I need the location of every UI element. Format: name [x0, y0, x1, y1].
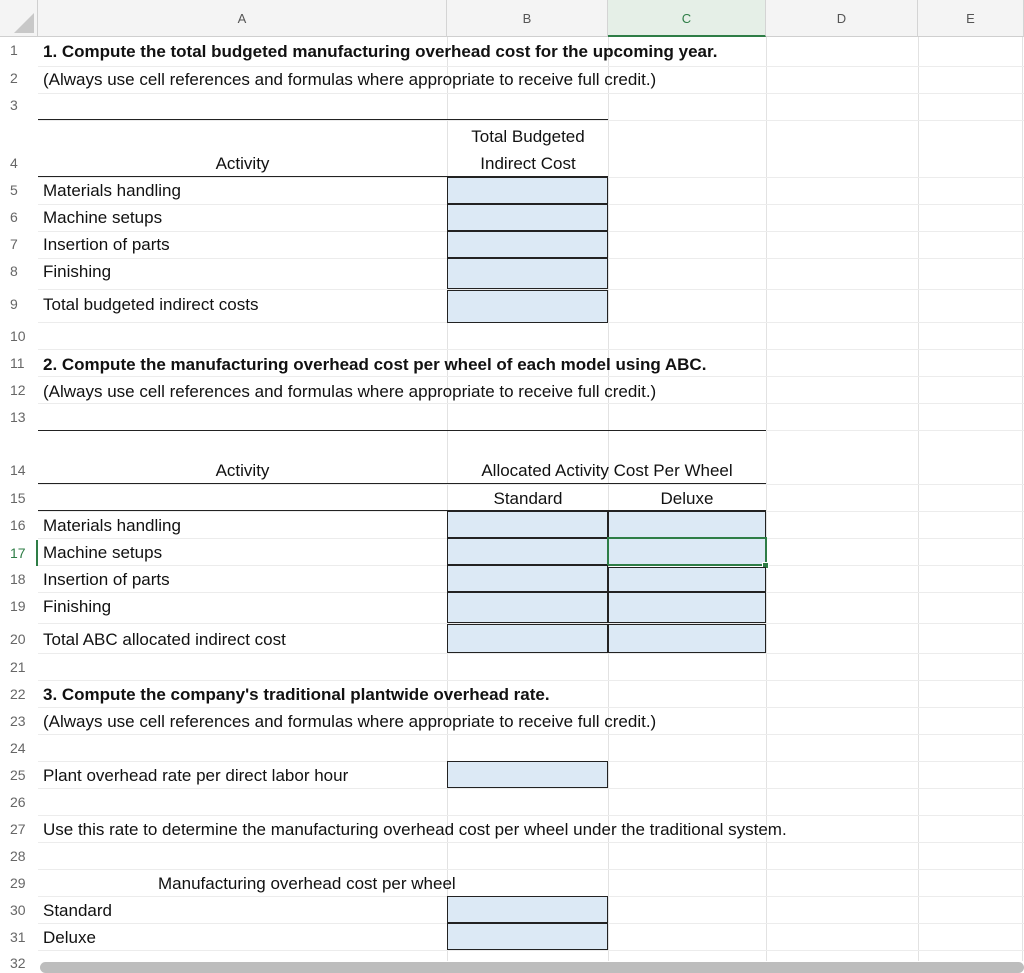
row-header-20[interactable]: 20 — [0, 631, 38, 647]
section1-note: (Always use cell references and formulas where appropriate to receive full credit.) — [43, 70, 657, 89]
row-header-26[interactable]: 26 — [0, 794, 38, 810]
section2-note: (Always use cell references and formulas where appropriate to receive full credit.) — [43, 382, 657, 401]
section2-item-insertion-of-parts: Insertion of parts — [43, 570, 170, 589]
input-cell-b5[interactable] — [447, 177, 608, 204]
input-cell-b9[interactable] — [447, 290, 608, 323]
section2-title: 2. Compute the manufacturing overhead cost per wheel of each model using ABC. — [43, 355, 707, 374]
row-header-11[interactable]: 11 — [0, 355, 38, 371]
section3-mfg-header: Manufacturing overhead cost per wheel — [158, 874, 456, 893]
row-header-6[interactable]: 6 — [0, 209, 38, 225]
section1-col-header-line2: Indirect Cost — [480, 154, 576, 173]
section1-activity-header: Activity — [215, 154, 270, 173]
input-cell-b19[interactable] — [447, 592, 608, 623]
row-header-12[interactable]: 12 — [0, 382, 38, 398]
section2-col-standard: Standard — [493, 489, 563, 508]
row-header-25[interactable]: 25 — [0, 767, 38, 783]
section1-title: 1. Compute the total budgeted manufacturing overhead cost for the upcoming year. — [43, 42, 718, 61]
section1-total-label: Total budgeted indirect costs — [43, 295, 259, 314]
input-cell-b31[interactable] — [447, 923, 608, 950]
input-cell-c20[interactable] — [608, 624, 766, 653]
section2-item-finishing: Finishing — [43, 597, 112, 616]
section3-deluxe-label: Deluxe — [43, 928, 96, 947]
input-cell-b30[interactable] — [447, 896, 608, 923]
row-header-14[interactable]: 14 — [0, 462, 38, 478]
input-cell-b8[interactable] — [447, 258, 608, 289]
row-header-7[interactable]: 7 — [0, 236, 38, 252]
section2-item-materials-handling: Materials handling — [43, 516, 181, 535]
input-cell-b18[interactable] — [447, 565, 608, 592]
row-header-27[interactable]: 27 — [0, 821, 38, 837]
section1-col-header-line1: Total Budgeted — [471, 127, 585, 146]
section1-item-materials-handling: Materials handling — [43, 181, 181, 200]
section2-top-rule — [38, 430, 766, 431]
section2-header-rule — [38, 483, 766, 484]
row-header-29[interactable]: 29 — [0, 875, 38, 891]
row-header-19[interactable]: 19 — [0, 598, 38, 614]
row-header-3[interactable]: 3 — [0, 97, 38, 113]
section2-col-deluxe: Deluxe — [660, 489, 714, 508]
input-cell-b17[interactable] — [447, 538, 608, 565]
section1-item-machine-setups: Machine setups — [43, 208, 163, 227]
row-header-28[interactable]: 28 — [0, 848, 38, 864]
row-header-32[interactable]: 32 — [0, 955, 38, 971]
section3-rate-label: Plant overhead rate per direct labor hour — [43, 766, 349, 785]
row-header-18[interactable]: 18 — [0, 571, 38, 587]
row-header-24[interactable]: 24 — [0, 740, 38, 756]
row-header-1[interactable]: 1 — [0, 42, 38, 58]
row-header-30[interactable]: 30 — [0, 902, 38, 918]
column-header-a[interactable]: A — [38, 0, 447, 37]
horizontal-scrollbar[interactable] — [40, 962, 1024, 973]
row-header-4[interactable]: 4 — [0, 155, 38, 171]
input-cell-b7[interactable] — [447, 231, 608, 258]
row-header-17[interactable]: 17 — [0, 540, 38, 566]
input-cell-b16[interactable] — [447, 511, 608, 538]
section2-group-header: Allocated Activity Cost Per Wheel — [481, 461, 733, 480]
input-cell-c18[interactable] — [608, 567, 766, 592]
section1-item-finishing: Finishing — [43, 262, 112, 281]
row-header-21[interactable]: 21 — [0, 659, 38, 675]
row-header-31[interactable]: 31 — [0, 929, 38, 945]
section3-standard-label: Standard — [43, 901, 112, 920]
section2-total-label: Total ABC allocated indirect cost — [43, 630, 286, 649]
select-all-corner[interactable] — [0, 0, 38, 37]
row-header-13[interactable]: 13 — [0, 409, 38, 425]
column-header-e[interactable]: E — [918, 0, 1024, 37]
row-header-2[interactable]: 2 — [0, 70, 38, 86]
column-header-b[interactable]: B — [447, 0, 608, 37]
input-cell-c16[interactable] — [608, 511, 766, 538]
row-header-10[interactable]: 10 — [0, 328, 38, 344]
row-header-22[interactable]: 22 — [0, 686, 38, 702]
input-cell-c17-selected[interactable] — [607, 537, 767, 566]
section1-item-insertion-of-parts: Insertion of parts — [43, 235, 170, 254]
column-header-d[interactable]: D — [766, 0, 918, 37]
row-header-16[interactable]: 16 — [0, 517, 38, 533]
input-cell-b6[interactable] — [447, 204, 608, 231]
column-header-c[interactable]: C — [608, 0, 766, 37]
section3-instruction: Use this rate to determine the manufacturing overhead cost per wheel under the traditional system. — [43, 820, 787, 839]
row-header-5[interactable]: 5 — [0, 182, 38, 198]
row-header-23[interactable]: 23 — [0, 713, 38, 729]
section1-top-rule — [38, 119, 608, 120]
input-cell-b25[interactable] — [447, 761, 608, 788]
row-header-9[interactable]: 9 — [0, 296, 38, 312]
row-header-15[interactable]: 15 — [0, 490, 38, 506]
section3-note: (Always use cell references and formulas where appropriate to receive full credit.) — [43, 712, 657, 731]
input-cell-c19[interactable] — [608, 592, 766, 623]
input-cell-b20[interactable] — [447, 624, 608, 653]
section2-item-machine-setups: Machine setups — [43, 543, 163, 562]
row-header-8[interactable]: 8 — [0, 263, 38, 279]
section2-activity-header: Activity — [215, 461, 270, 480]
section3-title: 3. Compute the company's traditional plantwide overhead rate. — [43, 685, 550, 704]
